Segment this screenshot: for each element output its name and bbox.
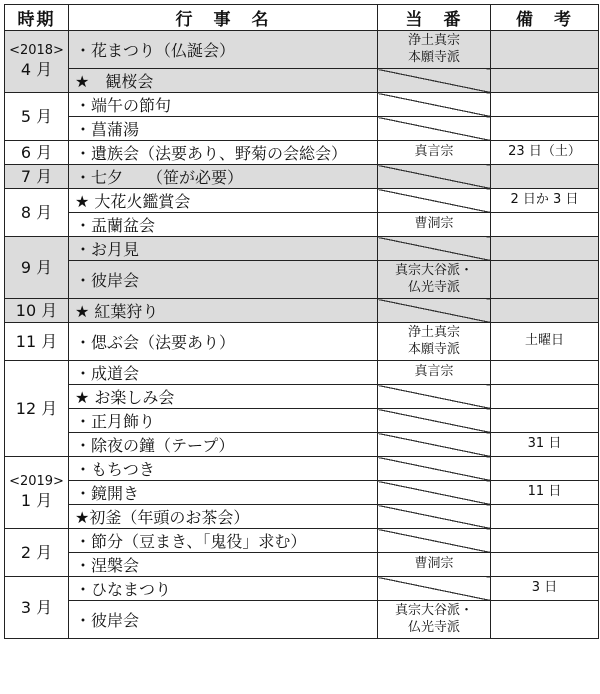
note-cell [491, 261, 599, 299]
duty-line: 曹洞宗 [414, 556, 454, 572]
event-cell: ★ 観桜会 [69, 69, 378, 93]
note-cell: 土曜日 [491, 323, 599, 361]
table-row [5, 299, 599, 323]
month-label: 11 月 [15, 331, 58, 351]
duty-cell [378, 189, 491, 213]
event-cell: ・鏡開き [69, 481, 378, 505]
event-cell: ・偲ぶ会（法要あり） [69, 323, 378, 361]
event-cell: ・ひなまつり [69, 577, 378, 601]
duty-line: 真宗大谷派・ [394, 602, 473, 618]
note-cell [491, 361, 599, 385]
event-cell: ・もちつき [69, 457, 378, 481]
month-cell [5, 165, 69, 189]
table-row [5, 529, 599, 553]
table-row [5, 553, 599, 577]
table-row [5, 385, 599, 409]
note-cell [491, 299, 599, 323]
table-row [5, 165, 599, 189]
month-label: 1 月 [20, 490, 53, 510]
table-row [5, 577, 599, 601]
event-cell: ★ お楽しみ会 [69, 385, 378, 409]
month-cell [5, 361, 69, 457]
table-row [5, 409, 599, 433]
event-cell: ・花まつり（仏誕会） [69, 31, 378, 69]
duty-cell [378, 433, 491, 457]
duty-cell [378, 409, 491, 433]
table-row [5, 69, 599, 93]
duty-cell [378, 213, 491, 237]
duty-cell [378, 141, 491, 165]
note-cell [491, 505, 599, 529]
month-cell [5, 457, 69, 529]
month-label: 2 月 [20, 542, 53, 562]
month-cell [5, 323, 69, 361]
month-label: 8 月 [20, 202, 53, 222]
event-cell: ★ 紅葉狩り [69, 299, 378, 323]
note-cell [491, 93, 599, 117]
duty-line: 仏光寺派 [407, 279, 460, 295]
table-row [5, 361, 599, 385]
table-row [5, 261, 599, 299]
duty-cell [378, 323, 491, 361]
month-cell [5, 141, 69, 165]
table-row [5, 505, 599, 529]
table-row [5, 93, 599, 117]
note-cell: 31 日 [491, 433, 599, 457]
duty-cell [378, 93, 491, 117]
event-cell: ・節分（豆まき、「鬼役」求む） [69, 529, 378, 553]
duty-cell [378, 261, 491, 299]
event-cell: ・涅槃会 [69, 553, 378, 577]
event-cell: ・お月見 [69, 237, 378, 261]
table-row [5, 323, 599, 361]
event-cell: ★初釜（年頭のお茶会） [69, 505, 378, 529]
schedule-body [5, 31, 599, 639]
event-cell: ・端午の節句 [69, 93, 378, 117]
header-period: 時期 [5, 5, 69, 31]
table-row [5, 117, 599, 141]
month-label: 7 月 [20, 166, 53, 186]
duty-cell [378, 361, 491, 385]
duty-line: 浄土真宗 [407, 32, 460, 48]
duty-cell [378, 553, 491, 577]
header-row [5, 5, 599, 31]
duty-cell [378, 237, 491, 261]
note-cell [491, 529, 599, 553]
duty-cell [378, 385, 491, 409]
note-cell: 2 日か 3 日 [491, 189, 599, 213]
header-duty: 当 番 [378, 5, 491, 31]
table-row [5, 141, 599, 165]
duty-line: 本願寺派 [407, 49, 460, 65]
event-cell: ・遺族会（法要あり、野菊の会総会） [69, 141, 378, 165]
month-cell [5, 189, 69, 237]
month-cell [5, 93, 69, 141]
note-cell: 3 日 [491, 577, 599, 601]
month-cell [5, 31, 69, 93]
duty-cell [378, 117, 491, 141]
event-cell: ・成道会 [69, 361, 378, 385]
note-cell [491, 213, 599, 237]
table-row [5, 213, 599, 237]
note-cell: 23 日（土） [491, 141, 599, 165]
note-cell [491, 553, 599, 577]
duty-line: 曹洞宗 [414, 216, 454, 232]
note-cell [491, 237, 599, 261]
duty-cell [378, 31, 491, 69]
table-row [5, 481, 599, 505]
event-cell: ・彼岸会 [69, 601, 378, 639]
header-note: 備 考 [491, 5, 599, 31]
event-cell: ・彼岸会 [69, 261, 378, 299]
note-cell: 11 日 [491, 481, 599, 505]
month-label: 3 月 [20, 597, 53, 617]
note-cell [491, 457, 599, 481]
table-row [5, 237, 599, 261]
duty-cell [378, 601, 491, 639]
header-event: 行 事 名 [69, 5, 378, 31]
duty-line: 真宗大谷派・ [394, 262, 473, 278]
duty-cell [378, 165, 491, 189]
year-label: <2018> [9, 43, 64, 59]
event-cell: ・除夜の鐘（テープ） [69, 433, 378, 457]
table-row [5, 457, 599, 481]
table-row [5, 601, 599, 639]
year-label: <2019> [9, 474, 64, 490]
duty-cell [378, 299, 491, 323]
duty-cell [378, 457, 491, 481]
month-label: 12 月 [15, 398, 58, 418]
event-cell: ・正月飾り [69, 409, 378, 433]
note-cell [491, 165, 599, 189]
month-label: 4 月 [20, 59, 53, 79]
duty-cell [378, 505, 491, 529]
duty-line: 真言宗 [414, 144, 454, 160]
note-cell [491, 31, 599, 69]
duty-cell [378, 577, 491, 601]
event-cell: ・盂蘭盆会 [69, 213, 378, 237]
duty-line: 浄土真宗 [407, 324, 460, 340]
table-row [5, 433, 599, 457]
note-cell [491, 385, 599, 409]
duty-line: 本願寺派 [407, 341, 460, 357]
event-cell: ・七夕 （笹が必要） [69, 165, 378, 189]
month-label: 6 月 [20, 142, 53, 162]
note-cell [491, 117, 599, 141]
note-cell [491, 409, 599, 433]
table-row [5, 31, 599, 69]
month-cell [5, 577, 69, 639]
table-row [5, 189, 599, 213]
duty-line: 真言宗 [414, 364, 454, 380]
month-cell [5, 237, 69, 299]
duty-line: 仏光寺派 [407, 619, 460, 635]
duty-cell [378, 69, 491, 93]
duty-cell [378, 481, 491, 505]
month-label: 5 月 [20, 106, 53, 126]
month-label: 9 月 [20, 257, 53, 277]
month-label: 10 月 [15, 300, 58, 320]
duty-cell [378, 529, 491, 553]
schedule-table [4, 4, 599, 639]
event-cell: ・菖蒲湯 [69, 117, 378, 141]
event-cell: ★ 大花火鑑賞会 [69, 189, 378, 213]
note-cell [491, 601, 599, 639]
month-cell [5, 299, 69, 323]
note-cell [491, 69, 599, 93]
month-cell [5, 529, 69, 577]
